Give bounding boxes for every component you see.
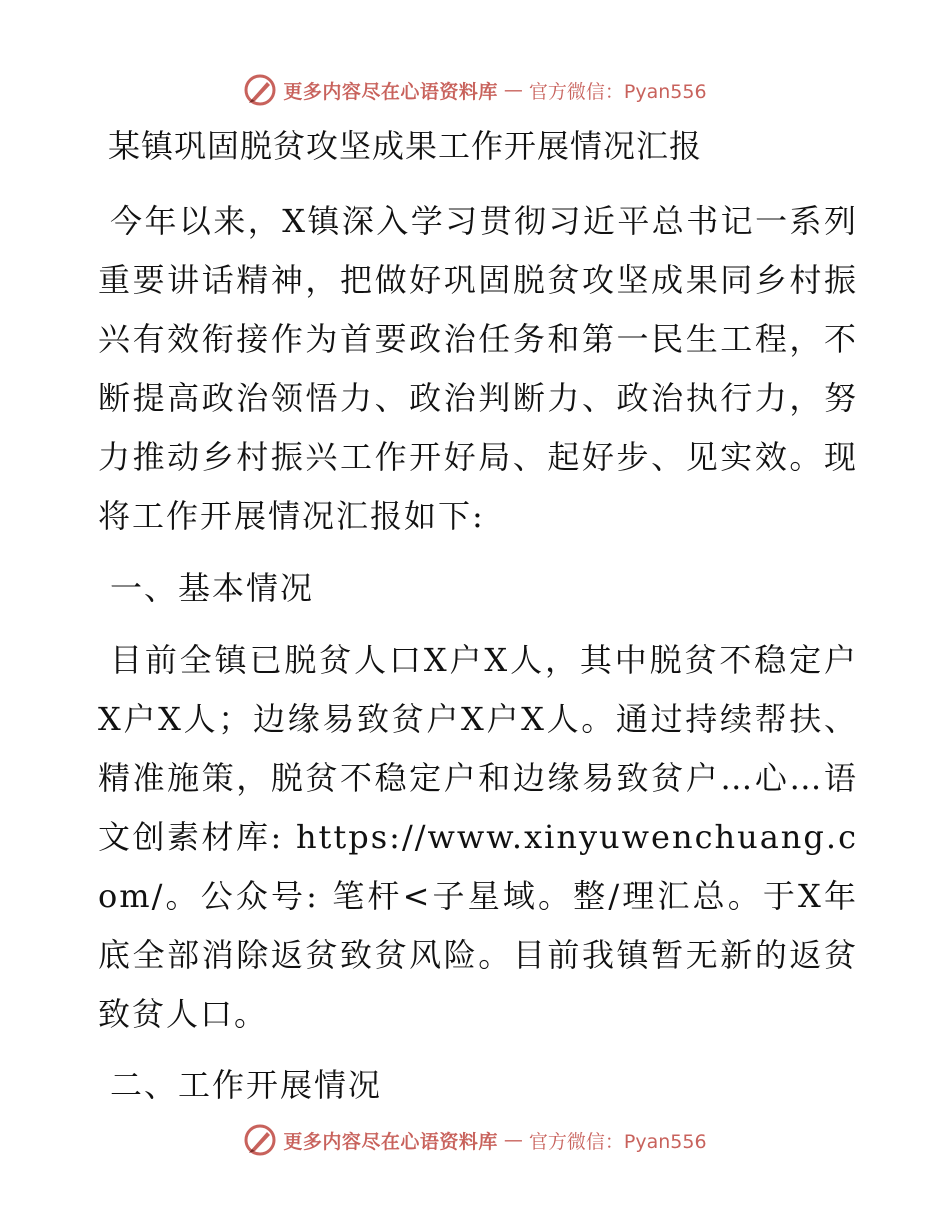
watermark-brand: 更多内容尽在心语资料库 xyxy=(283,80,498,103)
watermark-contact: 官方微信：Pyan556 xyxy=(528,80,707,103)
watermark-banner-top xyxy=(0,70,950,110)
watermark-separator: — xyxy=(503,79,523,101)
basic-situation-paragraph: 目前全镇已脱贫人口X户X人，其中脱贫不稳定户X户X人；边缘易致贫户X户X人。通过持续帮扶、精准施策，脱贫不稳定户和边缘易致贫户…心…语文创素材库: https://www.xinyuwenchuang.com/。公众号: 笔杆<子星域。整/理汇总。于X年底全部消除返贫致贫风险。目前我镇暂无新的返贫致贫人口。 xyxy=(98,641,858,1033)
watermark-separator: — xyxy=(503,1129,523,1151)
section-heading-work-progress: 二、工作开展情况 xyxy=(110,1066,383,1104)
watermark-contact: 官方微信：Pyan556 xyxy=(528,1130,707,1153)
quill-pen-logo-icon xyxy=(243,73,277,107)
quill-pen-logo-icon xyxy=(243,1123,277,1157)
document-title: 某镇巩固脱贫攻坚成果工作开展情况汇报 xyxy=(108,127,703,165)
watermark-banner-bottom xyxy=(0,1120,950,1160)
section-heading-basic-situation: 一、基本情况 xyxy=(110,569,315,607)
intro-paragraph: 今年以来，X镇深入学习贯彻习近平总书记一系列重要讲话精神，把做好巩固脱贫攻坚成果同乡村振兴有效衔接作为首要政治任务和第一民生工程，不断提高政治领悟力、政治判断力、政治执行力，努力推动乡村振兴工作开好局、起好步、见实效。现将工作开展情况汇报如下: xyxy=(98,202,858,535)
watermark-brand: 更多内容尽在心语资料库 xyxy=(283,1130,498,1153)
